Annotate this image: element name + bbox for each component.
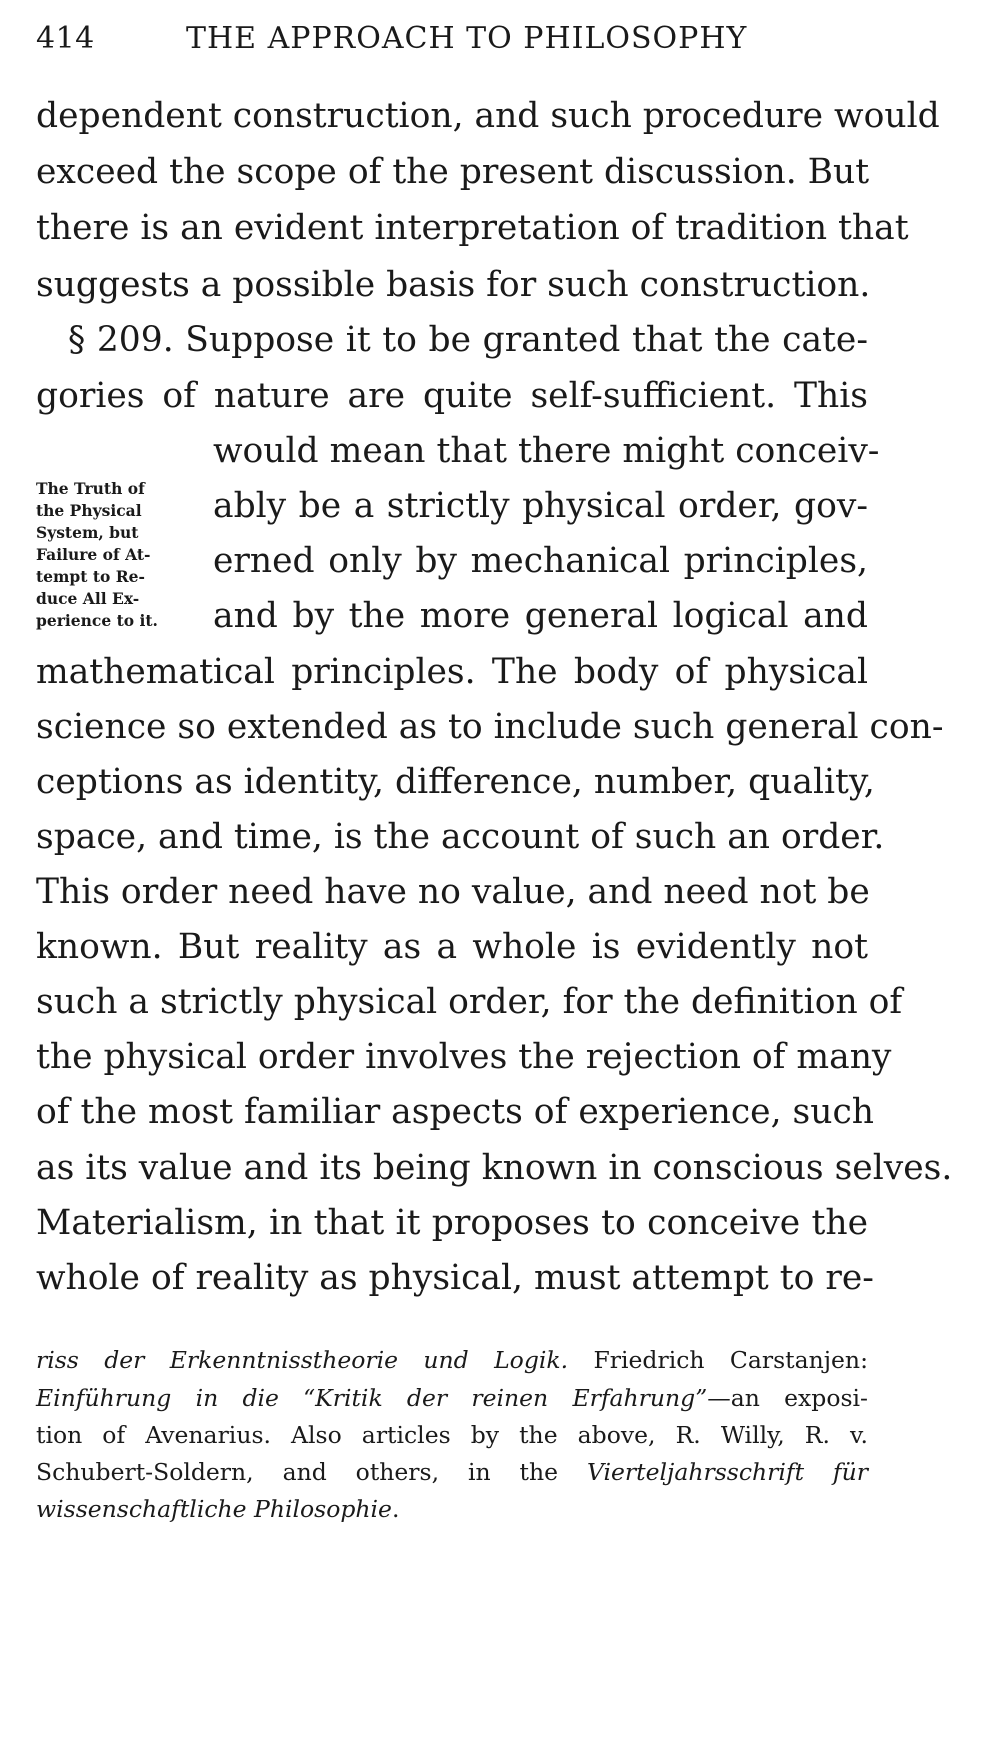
page-number: 414: [36, 21, 95, 56]
body-line: there is an evident interpretation of tradition that: [36, 208, 909, 248]
footnote-text: .: [391, 1495, 400, 1523]
body-line: space, and time, is the account of such an order.: [36, 817, 885, 857]
margin-note-line: Failure of At-: [36, 545, 151, 564]
body-line: mathematical principles. The body of physical: [36, 652, 868, 692]
body-line: erned only by mechanical principles,: [213, 541, 868, 581]
body-line: ceptions as identity, difference, number, quality,: [36, 762, 875, 802]
footnote-text: Schubert-Soldern, and others, in the: [36, 1458, 587, 1486]
body-line: would mean that there might conceiv-: [213, 431, 880, 471]
footnote-line: [36, 1379, 868, 1418]
margin-note-line: perience to it.: [36, 611, 158, 630]
footnote-text: Friedrich Carstanjen:: [568, 1346, 868, 1374]
body-line: exceed the scope of the present discussion. But: [36, 152, 870, 192]
footnote-italic: Vierteljahrsschrift für: [586, 1458, 868, 1486]
body-line: whole of reality as physical, must attempt to re-: [36, 1258, 874, 1298]
footnote-line: tion of Avenarius. Also articles by the above, R. Willy, R. v.: [36, 1421, 868, 1449]
body-line: and by the more general logical and: [213, 596, 868, 636]
body-line: of the most familiar aspects of experience, such: [36, 1092, 874, 1132]
body-line: gories of nature are quite self-sufficient. This: [36, 376, 868, 416]
body-line: dependent construction, and such procedure would: [36, 96, 940, 136]
footnote-italic: Einführung in die “Kritik der reinen Erfahrung”: [36, 1384, 708, 1412]
body-line: such a strictly physical order, for the definition of: [36, 982, 903, 1022]
running-title: THE APPROACH TO PHILOSOPHY: [186, 21, 748, 56]
footnote-italic: wissenschaftliche Philosophie: [36, 1495, 392, 1523]
margin-note-line: duce All Ex-: [36, 589, 140, 608]
body-line: Materialism, in that it proposes to conceive the: [36, 1203, 868, 1243]
body-line: the physical order involves the rejection of many: [36, 1037, 892, 1077]
margin-note-line: System, but: [36, 523, 139, 542]
body-line: suggests a possible basis for such construction.: [36, 265, 871, 305]
margin-note: [36, 478, 196, 632]
margin-note-line: the Physical: [36, 501, 142, 520]
body-line: as its value and its being known in conscious selves.: [36, 1148, 953, 1188]
footnote-line: [36, 1341, 868, 1380]
margin-note-line: tempt to Re-: [36, 567, 145, 586]
body-line: ably be a strictly physical order, gov-: [213, 486, 868, 526]
footnote-text: —an exposi-: [707, 1384, 868, 1412]
footnote-line: [36, 1490, 868, 1529]
body-line: known. But reality as a whole is evidently not: [36, 927, 868, 967]
body-line: This order need have no value, and need not be: [36, 872, 870, 912]
margin-note-line: The Truth of: [36, 479, 145, 498]
body-line: science so extended as to include such general con-: [36, 707, 944, 747]
footnote-italic: riss der Erkenntnisstheorie und Logik.: [36, 1346, 569, 1374]
footnote-line: [36, 1453, 868, 1492]
page-header: [36, 14, 876, 64]
section-heading-line: § 209. Suppose it to be granted that the cate-: [68, 320, 868, 360]
